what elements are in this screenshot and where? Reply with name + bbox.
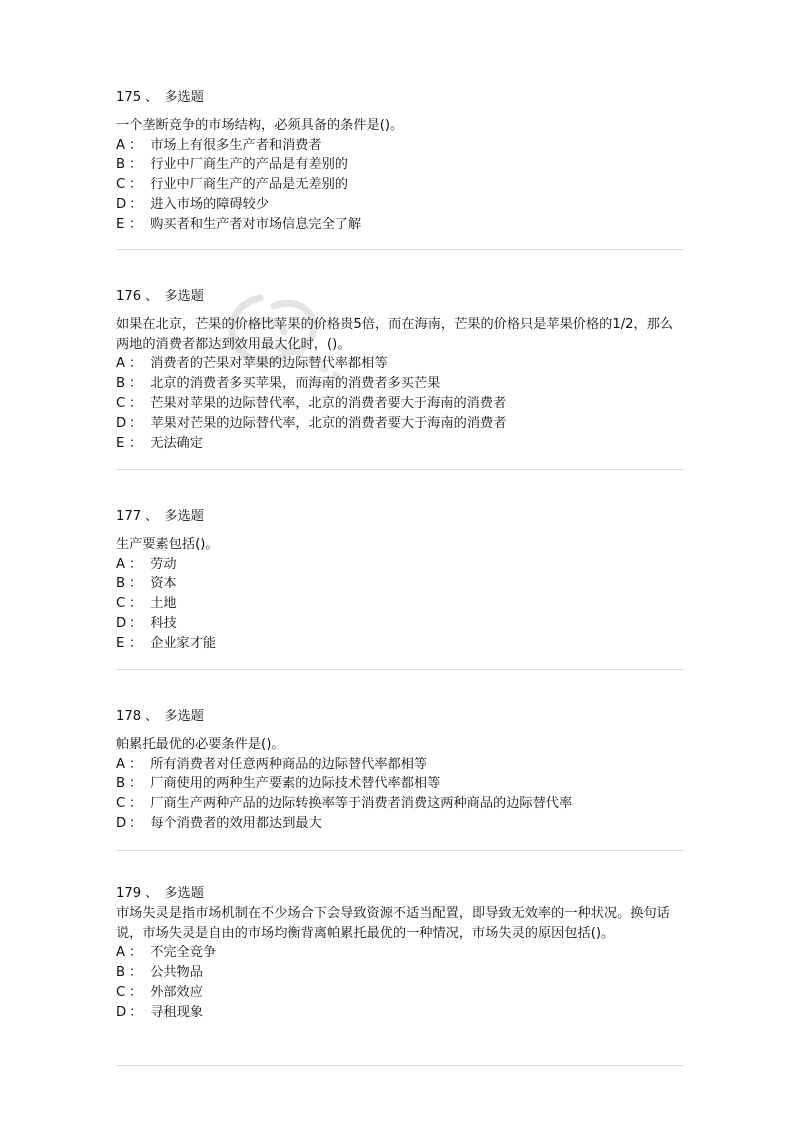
option-colon: ： bbox=[129, 556, 143, 572]
question-stem: 如果在北京，芒果的价格比苹果的价格贵5倍，而在海南，芒果的价格只是苹果价格的1/2，那么两地的消费者都达到效用最大化时，()。 bbox=[116, 316, 674, 352]
question-divider bbox=[116, 249, 684, 250]
option-d bbox=[116, 414, 686, 434]
option-text: 所有消费者对任意两种商品的边际替代率都相等 bbox=[150, 756, 428, 772]
option-c bbox=[116, 175, 686, 195]
question-stem: 一个垄断竞争的市场结构，必须具备的条件是()。 bbox=[116, 117, 404, 133]
question-type: 多选题 bbox=[164, 90, 204, 105]
option-colon: ： bbox=[129, 196, 143, 212]
option-d bbox=[116, 814, 686, 834]
option-a bbox=[116, 755, 686, 775]
question-type: 多选题 bbox=[164, 509, 204, 524]
question-header bbox=[116, 507, 686, 527]
option-letter: B bbox=[116, 776, 126, 792]
option-letter: A bbox=[116, 556, 126, 572]
option-colon: ： bbox=[129, 984, 143, 1000]
option-letter: B bbox=[116, 376, 126, 392]
option-text: 芒果对苹果的边际替代率，北京的消费者要大于海南的消费者 bbox=[150, 395, 507, 411]
option-b bbox=[116, 574, 686, 594]
option-b bbox=[116, 374, 686, 394]
option-c bbox=[116, 394, 686, 414]
option-c bbox=[116, 594, 686, 614]
option-text: 购买者和生产者对市场信息完全了解 bbox=[150, 216, 362, 232]
question-type: 多选题 bbox=[164, 709, 204, 724]
option-text: 公共物品 bbox=[150, 965, 203, 981]
option-b bbox=[116, 774, 686, 794]
question-177 bbox=[116, 507, 686, 654]
option-colon: ： bbox=[129, 415, 143, 431]
option-letter: C bbox=[116, 984, 126, 1000]
question-176 bbox=[116, 287, 686, 453]
option-text: 厂商使用的两种生产要素的边际技术替代率都相等 bbox=[150, 776, 441, 792]
option-colon: ： bbox=[129, 796, 143, 812]
option-letter: E bbox=[116, 216, 125, 232]
question-separator: 、 bbox=[145, 509, 159, 524]
question-divider bbox=[116, 1065, 684, 1066]
question-type: 多选题 bbox=[164, 289, 204, 304]
option-letter: B bbox=[116, 965, 126, 981]
option-text: 行业中厂商生产的产品是无差别的 bbox=[150, 177, 348, 193]
option-letter: E bbox=[116, 435, 125, 451]
option-letter: C bbox=[116, 796, 126, 812]
option-d bbox=[116, 614, 686, 634]
option-text: 进入市场的障碍较少 bbox=[150, 196, 270, 212]
option-text: 企业家才能 bbox=[150, 635, 217, 651]
option-list bbox=[116, 755, 686, 834]
option-list bbox=[116, 943, 686, 1022]
option-colon: ： bbox=[129, 596, 143, 612]
question-divider bbox=[116, 850, 684, 851]
option-text: 外部效应 bbox=[150, 984, 203, 1000]
option-colon: ： bbox=[129, 435, 143, 451]
option-letter: A bbox=[116, 945, 126, 961]
question-separator: 、 bbox=[145, 886, 159, 901]
option-letter: A bbox=[116, 756, 126, 772]
question-number: 175 bbox=[116, 90, 142, 105]
option-letter: E bbox=[116, 635, 125, 651]
option-colon: ： bbox=[129, 216, 143, 232]
option-letter: D bbox=[116, 415, 127, 431]
option-a bbox=[116, 354, 686, 374]
option-a bbox=[116, 943, 686, 963]
question-divider bbox=[116, 669, 684, 670]
question-number: 177 bbox=[116, 509, 142, 524]
option-text: 劳动 bbox=[150, 556, 177, 572]
option-letter: D bbox=[116, 815, 127, 831]
option-letter: D bbox=[116, 196, 127, 212]
question-number: 176 bbox=[116, 289, 142, 304]
question-stem: 生产要素包括()。 bbox=[116, 536, 219, 552]
option-letter: C bbox=[116, 596, 126, 612]
option-colon: ： bbox=[129, 756, 143, 772]
option-c bbox=[116, 794, 686, 814]
option-colon: ： bbox=[129, 356, 143, 372]
option-text: 苹果对芒果的边际替代率，北京的消费者要大于海南的消费者 bbox=[150, 415, 507, 431]
question-separator: 、 bbox=[145, 709, 159, 724]
option-e bbox=[116, 434, 686, 454]
option-e bbox=[116, 634, 686, 654]
option-letter: C bbox=[116, 177, 126, 193]
option-colon: ： bbox=[129, 635, 143, 651]
option-list bbox=[116, 136, 686, 235]
question-type: 多选题 bbox=[164, 886, 204, 901]
option-letter: A bbox=[116, 137, 126, 153]
option-text: 消费者的芒果对苹果的边际替代率都相等 bbox=[150, 356, 388, 372]
option-b bbox=[116, 155, 686, 175]
question-179 bbox=[116, 884, 686, 1023]
option-text: 土地 bbox=[150, 596, 177, 612]
option-text: 行业中厂商生产的产品是有差别的 bbox=[150, 157, 348, 173]
option-text: 资本 bbox=[150, 576, 177, 592]
question-number: 178 bbox=[116, 709, 142, 724]
option-letter: D bbox=[116, 615, 127, 631]
option-text: 北京的消费者多买苹果，而海南的消费者多买芒果 bbox=[150, 376, 441, 392]
option-colon: ： bbox=[129, 776, 143, 792]
option-colon: ： bbox=[129, 965, 143, 981]
question-175 bbox=[116, 88, 686, 235]
option-c bbox=[116, 983, 686, 1003]
question-number: 179 bbox=[116, 886, 142, 901]
option-list bbox=[116, 555, 686, 654]
option-text: 寻租现象 bbox=[150, 1004, 204, 1020]
question-separator: 、 bbox=[145, 289, 159, 304]
option-letter: D bbox=[116, 1004, 127, 1020]
option-letter: B bbox=[116, 576, 126, 592]
option-colon: ： bbox=[129, 177, 143, 193]
option-d bbox=[116, 195, 686, 215]
option-d bbox=[116, 1003, 686, 1023]
option-e bbox=[116, 215, 686, 235]
option-text: 厂商生产两种产品的边际转换率等于消费者消费这两种商品的边际替代率 bbox=[150, 796, 573, 812]
option-letter: C bbox=[116, 395, 126, 411]
option-a bbox=[116, 136, 686, 156]
question-separator: 、 bbox=[145, 90, 159, 105]
question-stem: 市场失灵是指市场机制在不少场合下会导致资源不适当配置，即导致无效率的一种状况。换句话说，市场失灵是自由的市场均衡背离帕累托最优的一种情况，市场失灵的原因包括()。 bbox=[116, 905, 670, 941]
question-header bbox=[116, 884, 686, 904]
option-colon: ： bbox=[129, 137, 143, 153]
option-colon: ： bbox=[129, 815, 143, 831]
option-colon: ： bbox=[129, 157, 143, 173]
option-colon: ： bbox=[129, 615, 143, 631]
question-header bbox=[116, 707, 686, 727]
question-header bbox=[116, 287, 686, 307]
option-text: 每个消费者的效用都达到最大 bbox=[150, 815, 322, 831]
question-divider bbox=[116, 469, 684, 470]
option-b bbox=[116, 963, 686, 983]
option-text: 不完全竞争 bbox=[150, 945, 217, 961]
question-178 bbox=[116, 707, 686, 834]
option-colon: ： bbox=[129, 376, 143, 392]
option-letter: B bbox=[116, 157, 126, 173]
option-colon: ： bbox=[129, 576, 143, 592]
option-colon: ： bbox=[129, 1004, 143, 1020]
option-text: 科技 bbox=[150, 615, 177, 631]
option-letter: A bbox=[116, 356, 126, 372]
option-a bbox=[116, 555, 686, 575]
question-header bbox=[116, 88, 686, 108]
option-colon: ： bbox=[129, 395, 143, 411]
option-list bbox=[116, 354, 686, 453]
option-text: 无法确定 bbox=[150, 435, 203, 451]
option-colon: ： bbox=[129, 945, 143, 961]
option-text: 市场上有很多生产者和消费者 bbox=[150, 137, 322, 153]
question-stem: 帕累托最优的必要条件是()。 bbox=[116, 736, 285, 752]
